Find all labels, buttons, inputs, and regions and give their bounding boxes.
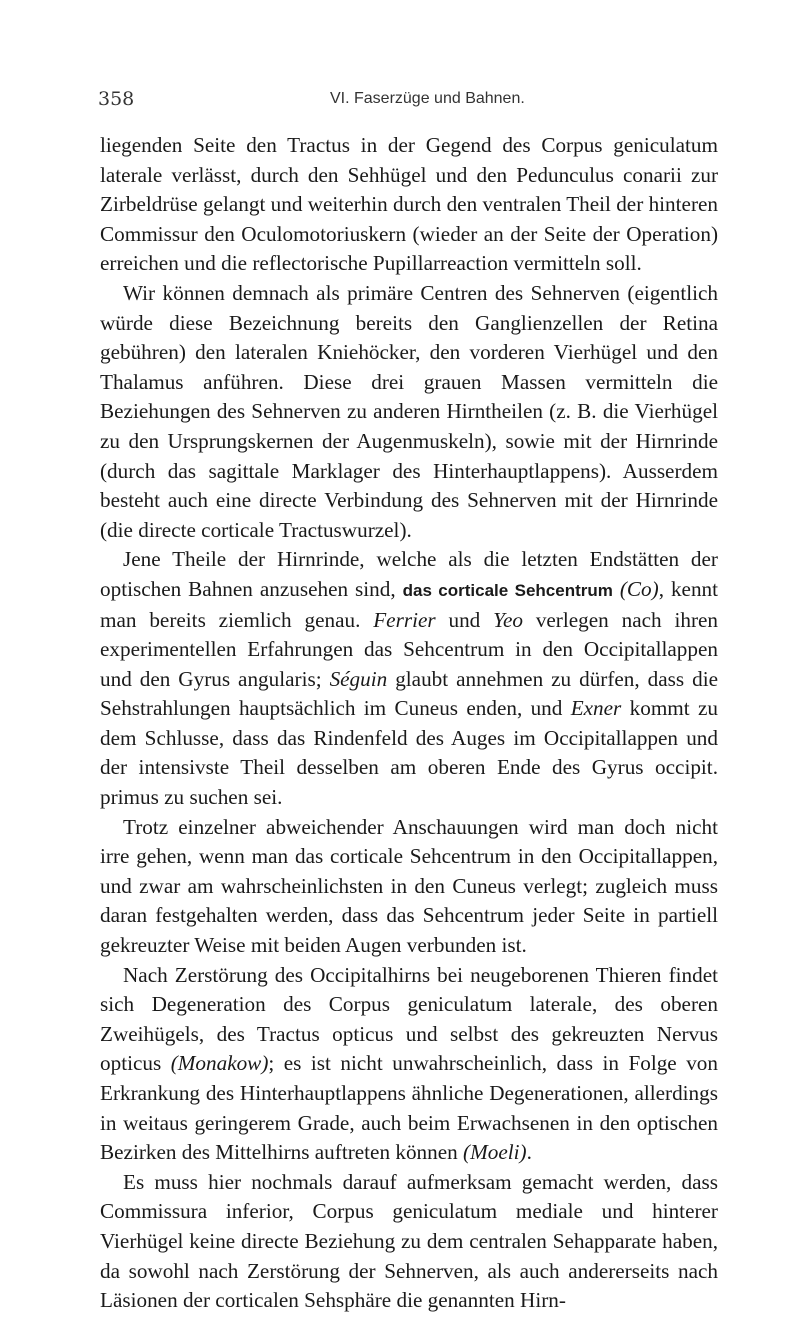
body-text — [100, 131, 718, 1316]
running-head: VI. Faserzüge und Bahnen. — [330, 90, 525, 107]
text-run: Jene Theile der Hirnrinde, welche als die letzten Endstätten der optischen Bahnen anzusehen sind, — [100, 547, 718, 601]
page-number: 358 — [98, 88, 135, 110]
page-header — [98, 88, 718, 112]
italic-text: (Moeli) — [463, 1140, 527, 1165]
text-run — [613, 577, 620, 601]
paragraph — [100, 131, 718, 279]
italic-text: (Monakow) — [170, 1051, 269, 1076]
text-run: Nach Zerstörung des Occipitalhirns bei neugeborenen Thieren findet sich Degeneration des Corpus geniculatum laterale, des oberen Zweihügels, des Tractus opticus und selbst des gekreuzten Nervus opticus — [100, 962, 718, 1076]
italic-text: Séguin — [329, 666, 388, 691]
text-run: ; es ist nicht unwahrscheinlich, dass in Folge von Erkrankung des Hinterhauptlappens ähnliche Degenerationen, allerdings in weitaus geringerem Grade, auch beim Erwachsenen in den optischen Bezirken des Mittelhirns auftreten können — [100, 1051, 718, 1165]
text-run: liegenden Seite den Tractus in der Gegend des Corpus geniculatum laterale verlässt, durch den Sehhügel und den Pedunculus conarii zur Zirbeldrüse gelangt und weiterhin durch den ventralen Theil der hinteren Commissur den Oculomotoriuskern (wieder an der Seite der Operation) erreichen und die reflectorische Pupillarreaction vermitteln soll. — [100, 133, 718, 276]
emphasis-text: das corticale Sehcentrum — [402, 580, 613, 600]
text-run: Trotz einzelner abweichender Anschauungen wird man doch nicht irre gehen, wenn man das corticale Sehcentrum in den Occipitallappen, und zwar am wahrscheinlichsten in den Cuneus verlegt; zugleich muss daran festgehalten werden, dass das Sehcentrum jeder Seite in partiell gekreuzter Weise mit beiden Augen verbunden ist. — [100, 814, 718, 958]
text-run: Wir können demnach als primäre Centren des Sehnerven (eigentlich würde diese Bezeichnung bereits den Ganglienzellen der Retina gebühren) den lateralen Kniehöcker, den vorderen Vierhügel und den Thalamus anführen. Diese drei grauen Massen vermitteln die Beziehungen des Sehnerven zu anderen Hirntheilen (z. B. die Vierhügel zu den Ursprungskernen der Augenmuskeln), sowie mit der Hirnrinde (durch das sagittale Marklager des Hinterhauptlappens). Ausserdem besteht auch eine directe Verbindung des Sehnerven mit der Hirnrinde (die directe corticale Tractuswurzel). — [100, 280, 718, 542]
paragraph — [100, 961, 718, 1168]
paragraph — [100, 813, 718, 961]
italic-text: Ferrier — [373, 607, 436, 632]
text-run: Es muss hier nochmals darauf aufmerksam gemacht werden, dass Commissura inferior, Corpus geniculatum mediale und hinterer Vierhügel keine directe Beziehung zu dem centralen Sehapparate haben, da sowohl nach Zerstörung der Sehnerven, als auch andererseits nach Läsionen der corticalen Sehsphäre die genannten Hirn- — [100, 1169, 718, 1313]
paragraph — [100, 1168, 718, 1316]
italic-text: Exner — [570, 696, 622, 721]
paragraph — [100, 279, 718, 545]
text-run: verlegen nach ihren experimentellen Erfahrungen das Sehcentrum in den Occipitallappen und den Gyrus angularis; — [100, 607, 718, 691]
italic-text: Yeo — [493, 607, 523, 632]
text-run: . — [526, 1140, 532, 1165]
text-run: , kennt man bereits ziemlich genau. — [100, 576, 719, 632]
italic-text: (Co) — [619, 576, 659, 601]
text-run: glaubt annehmen zu dürfen, dass die Sehstrahlungen hauptsächlich im Cuneus enden, und — [100, 666, 718, 721]
text-run: und — [435, 607, 494, 632]
paragraph — [100, 545, 718, 812]
text-run: kommt zu dem Schlusse, dass das Rindenfeld des Auges im Occipitallappen und der intensivste Theil desselben am oberen Ende des Gyrus occipit. primus zu suchen sei. — [100, 696, 718, 810]
